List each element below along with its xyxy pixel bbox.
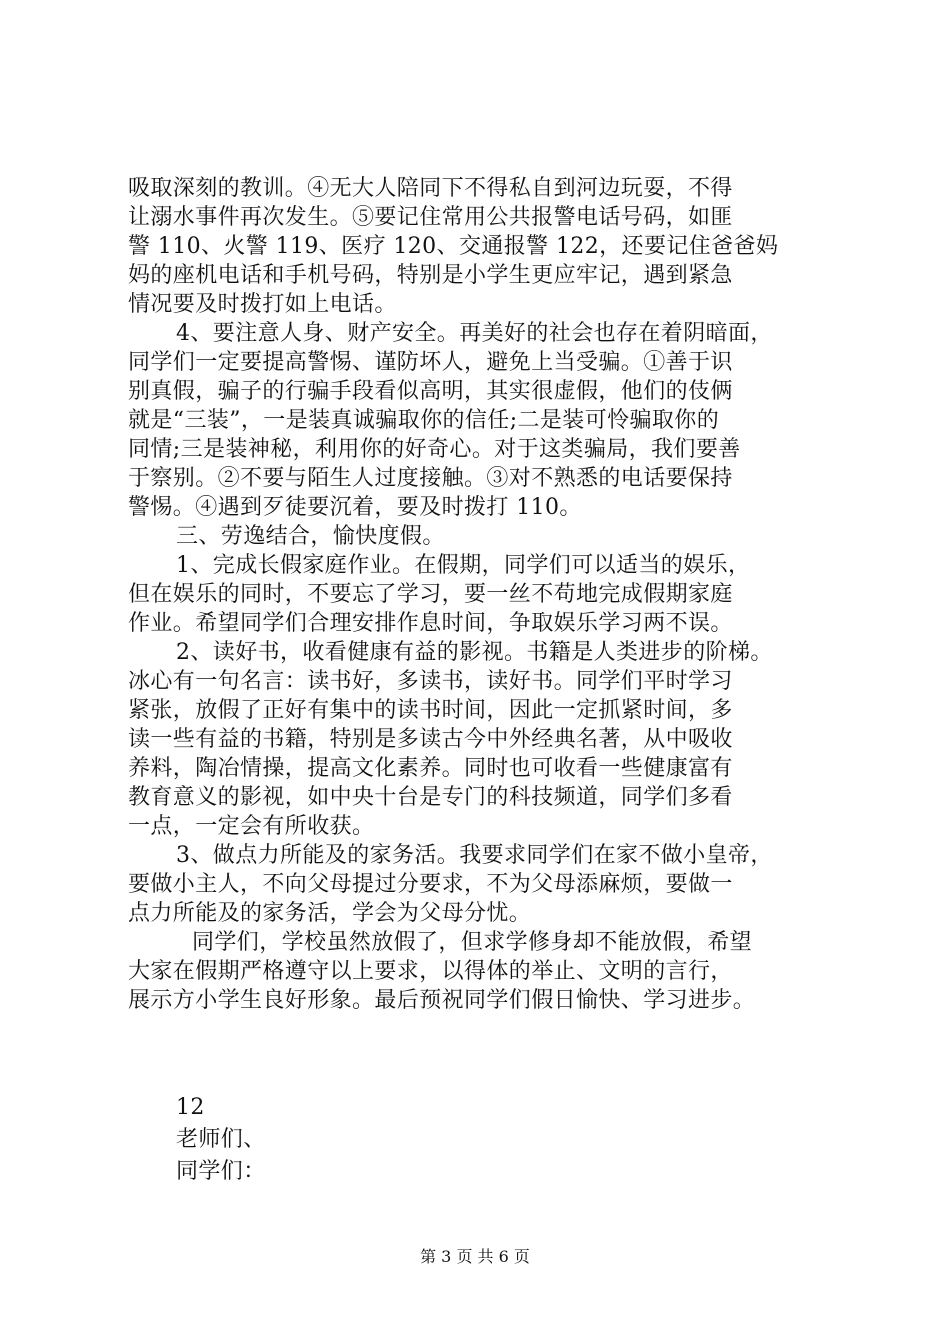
text-line: 读一些有益的书籍，特别是多读古今中外经典名著，从中吸收 (128, 727, 733, 752)
closing-line: 12 (176, 1095, 205, 1120)
text-line: 别真假，骗子的行骗手段看似高明，其实很虚假，他们的伎俩 (128, 379, 733, 404)
text-line: 展示方小学生良好形象。最后预祝同学们假日愉快、学习进步。 (128, 988, 756, 1013)
text-line: 但在娱乐的同时，不要忘了学习，要一丝不苟地完成假期家庭 (128, 582, 733, 607)
closing-block (176, 1092, 266, 1188)
text-line: 教育意义的影视，如中央十台是专门的科技频道，同学们多看 (128, 785, 733, 810)
text-line: 要做小主人，不向父母提过分要求，不为父母添麻烦，要做一 (128, 872, 733, 897)
text-line: 情况要及时拨打如上电话。 (128, 292, 397, 317)
text-line: 吸取深刻的教训。④无大人陪同下不得私自到河边玩耍，不得 (128, 176, 733, 201)
text-line: 于察别。②不要与陌生人过度接触。③对不熟悉的电话要保持 (128, 466, 733, 491)
text-line: 警 110、火警 119、医疗 120、交通报警 122，还要记住爸爸妈 (128, 234, 779, 259)
paragraph-start-line: 4、要注意人身、财产安全。再美好的社会也存在着阴暗面， (176, 321, 773, 346)
page-footer (0, 1244, 950, 1267)
text-line: 同情;三是装神秘，利用你的好奇心。对于这类骗局，我们要善 (128, 437, 741, 462)
closing-line: 同学们： (176, 1159, 266, 1184)
text-line: 就是“三装”，一是装真诚骗取你的信任;二是装可怜骗取你的 (128, 408, 720, 433)
text-line: 一点，一定会有所收获。 (128, 814, 375, 839)
paragraph-start-line: 同学们，学校虽然放假了，但求学修身却不能放假，希望 (192, 930, 753, 955)
text-line: 紧张，放假了正好有集中的读书时间，因此一定抓紧时间，多 (128, 698, 733, 723)
text-line: 让溺水事件再次发生。⑤要记住常用公共报警电话号码，如匪 (128, 205, 733, 230)
text-line: 冰心有一句名言：读书好，多读书，读好书。同学们平时学习 (128, 669, 733, 694)
closing-line: 老师们、 (176, 1127, 266, 1152)
text-line: 大家在假期严格遵守以上要求，以得体的举止、文明的言行， (128, 959, 733, 984)
text-line: 点力所能及的家务活，学会为父母分忧。 (128, 901, 532, 926)
section-heading: 三、劳逸结合，愉快度假。 (176, 524, 445, 549)
body-text (128, 174, 848, 1015)
text-line: 同学们一定要提高警惕、谨防坏人，避免上当受骗。①善于识 (128, 350, 733, 375)
text-line: 作业。希望同学们合理安排作息时间，争取娱乐学习两不误。 (128, 611, 733, 636)
text-line: 警惕。④遇到歹徒要沉着，要及时拨打 110。 (128, 495, 582, 520)
paragraph-start-line: 3、做点力所能及的家务活。我要求同学们在家不做小皇帝， (176, 843, 773, 868)
paragraph-start-line: 2、读好书，收看健康有益的影视。书籍是人类进步的阶梯。 (176, 640, 773, 665)
page-number: 第 3 页 共 6 页 (420, 1247, 530, 1266)
paragraph-start-line: 1、完成长假家庭作业。在假期，同学们可以适当的娱乐， (176, 553, 751, 578)
text-line: 养料，陶冶情操，提高文化素养。同时也可收看一些健康富有 (128, 756, 733, 781)
text-line: 妈的座机电话和手机号码，特别是小学生更应牢记，遇到紧急 (128, 263, 733, 288)
